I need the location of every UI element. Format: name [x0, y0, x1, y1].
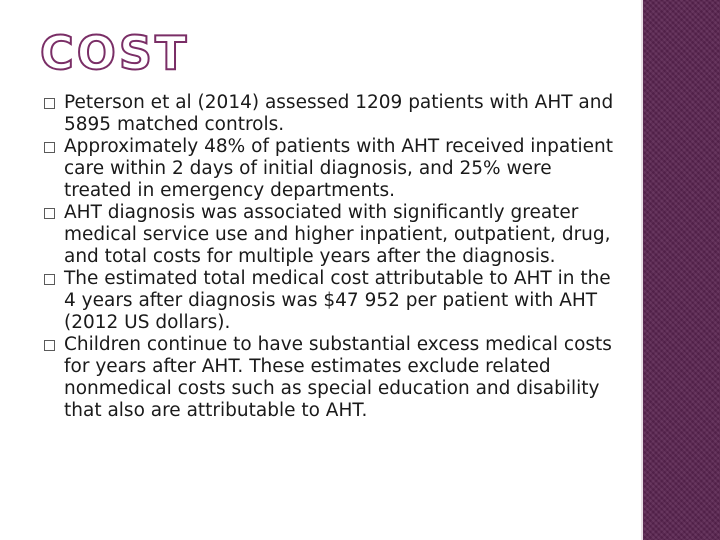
bullet-item	[44, 202, 614, 268]
bullet-text: The estimated total medical cost attributable to AHT in the 4 years after diagnosis was $47 952 per patient with AHT (2012 US dollars).	[64, 268, 611, 333]
bullet-text: Approximately 48% of patients with AHT received inpatient care within 2 days of initial diagnosis, and 25% were treated in emergency departments.	[64, 136, 614, 201]
bullet-text: AHT diagnosis was associated with significantly greater medical service use and higher inpatient, outpatient, drug, and total costs for multiple years after the diagnosis.	[64, 202, 611, 267]
checkbox-bullet-icon	[44, 274, 55, 285]
decorative-side-panel	[643, 0, 720, 540]
bullet-list	[44, 92, 614, 422]
slide-title: COST	[40, 26, 190, 80]
bullet-item	[44, 92, 614, 136]
bullet-text: Children continue to have substantial excess medical costs for years after AHT. These estimates exclude related nonmedical costs such as special education and disability that also are attributable to AHT.	[64, 334, 612, 421]
bullet-item	[44, 136, 614, 202]
checkbox-bullet-icon	[44, 340, 55, 351]
checkbox-bullet-icon	[44, 142, 55, 153]
checkbox-bullet-icon	[44, 208, 55, 219]
checkbox-bullet-icon	[44, 98, 55, 109]
bullet-item	[44, 268, 614, 334]
bullet-text: Peterson et al (2014) assessed 1209 patients with AHT and 5895 matched controls.	[64, 92, 614, 135]
bullet-item	[44, 334, 614, 422]
